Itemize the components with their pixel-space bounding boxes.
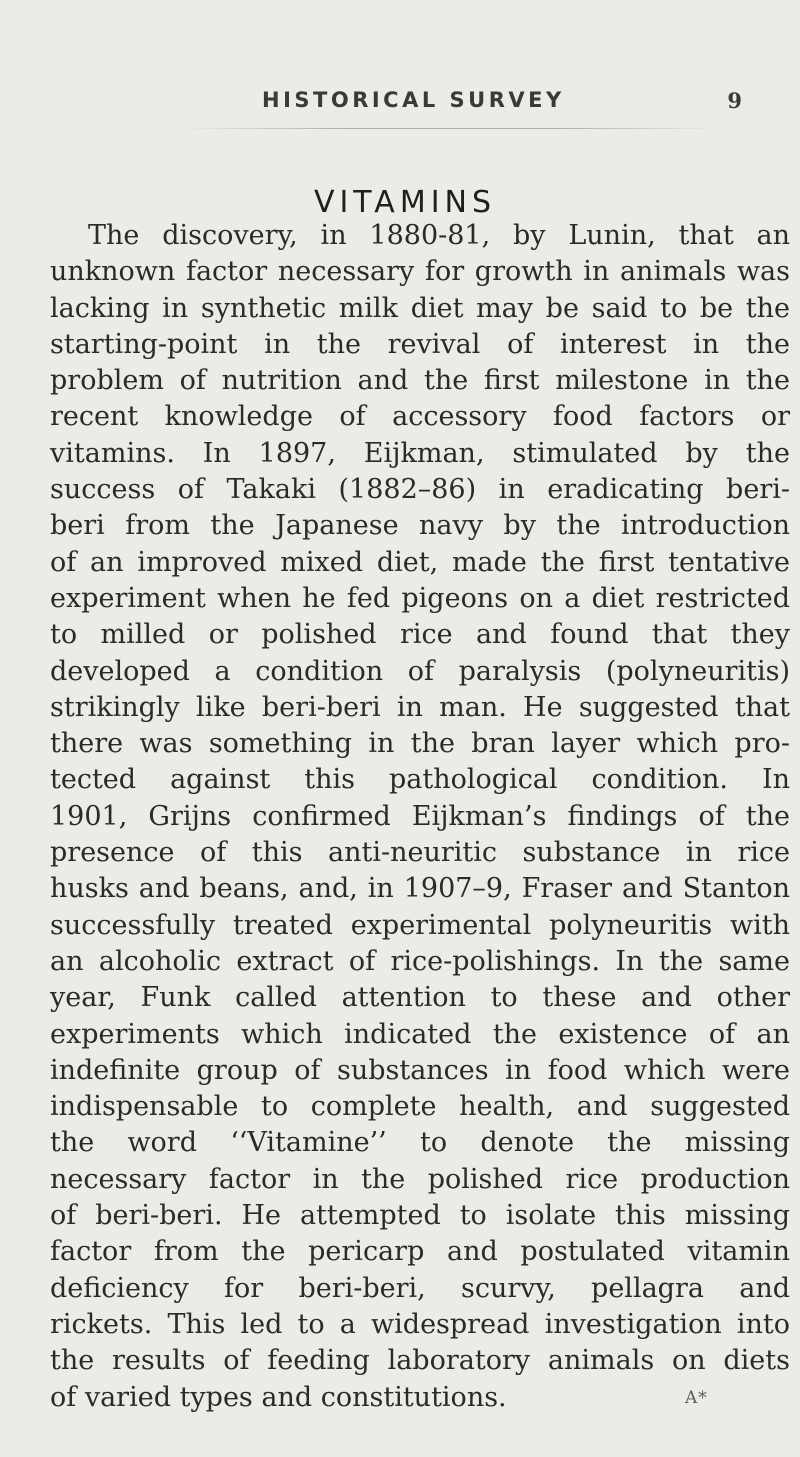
- paragraph-line: of beri-beri. He attempted to isolate this missing: [50, 1200, 790, 1232]
- paragraph-line: year, Funk called attention to these and other: [50, 982, 790, 1014]
- paragraph-line: experiment when he fed pigeons on a diet restricted: [50, 582, 790, 614]
- paragraph-line: indispensable to complete health, and suggested: [50, 1091, 790, 1123]
- paragraph-line: an alcoholic extract of rice-polishings. In the same: [50, 945, 790, 977]
- page-number: 9: [727, 88, 742, 113]
- paragraph-line: experiments which indicated the existence of an: [50, 1018, 790, 1050]
- paragraph-line: beri from the Japanese navy by the introduction: [50, 510, 790, 542]
- paragraph-line: husks and beans, and, in 1907–9, Fraser and Stanton: [50, 873, 790, 905]
- paragraph-line: the word ‘‘Vitamine’’ to denote the missing: [50, 1127, 790, 1159]
- paragraph-line: developed a condition of paralysis (polyneuritis): [50, 655, 790, 687]
- running-head: [262, 78, 742, 118]
- paragraph-line: starting-point in the revival of interest in the: [50, 328, 790, 360]
- paragraph-line: lacking in synthetic milk diet may be said to be the: [50, 292, 790, 324]
- paragraph-line: recent knowledge of accessory food factors or: [50, 401, 790, 433]
- paragraph-line: indefinite group of substances in food which were: [50, 1054, 790, 1086]
- paragraph-line: of an improved mixed diet, made the first tentative: [50, 546, 790, 578]
- paragraph-line: necessary factor in the polished rice production: [50, 1163, 790, 1195]
- paragraph-line: successfully treated experimental polyneuritis with: [50, 909, 790, 941]
- signature-mark: A*: [685, 1388, 708, 1408]
- paragraph-line: success of Takaki (1882–86) in eradicating beri-: [50, 474, 790, 506]
- paragraph-line: factor from the pericarp and postulated vitamin: [50, 1236, 790, 1268]
- paragraph-line: unknown factor necessary for growth in animals was: [50, 256, 790, 288]
- paragraph-line: The discovery, in 1880-81, by Lunin, that an: [88, 220, 790, 251]
- paragraph-line: 1901, Grijns confirmed Eijkman’s findings of the: [50, 800, 790, 832]
- paragraph-line: rickets. This led to a widespread investigation into: [50, 1308, 790, 1340]
- paragraph-line: vitamins. In 1897, Eijkman, stimulated by the: [50, 437, 790, 469]
- paragraph-line: problem of nutrition and the first milestone in the: [50, 365, 790, 397]
- paragraph-line: strikingly like beri-beri in man. He suggested that: [50, 691, 790, 723]
- paragraph-line: there was something in the bran layer which pro-: [50, 728, 790, 760]
- body-paragraph: [50, 218, 790, 1416]
- paragraph-line: presence of this anti-neuritic substance in rice: [50, 837, 790, 869]
- paragraph-line: tected against this pathological condition. In: [50, 764, 790, 796]
- section-heading: VITAMINS: [313, 184, 497, 220]
- paragraph-line: of varied types and constitutions.: [50, 1381, 507, 1413]
- paragraph-line: to milled or polished rice and found that they: [50, 619, 790, 651]
- header-rule: [180, 128, 720, 129]
- paragraph-line: deficiency for beri-beri, scurvy, pellagra and: [50, 1272, 790, 1304]
- running-head-title: HISTORICAL SURVEY: [262, 88, 565, 112]
- paragraph-line: the results of feeding laboratory animals on diets: [50, 1345, 790, 1377]
